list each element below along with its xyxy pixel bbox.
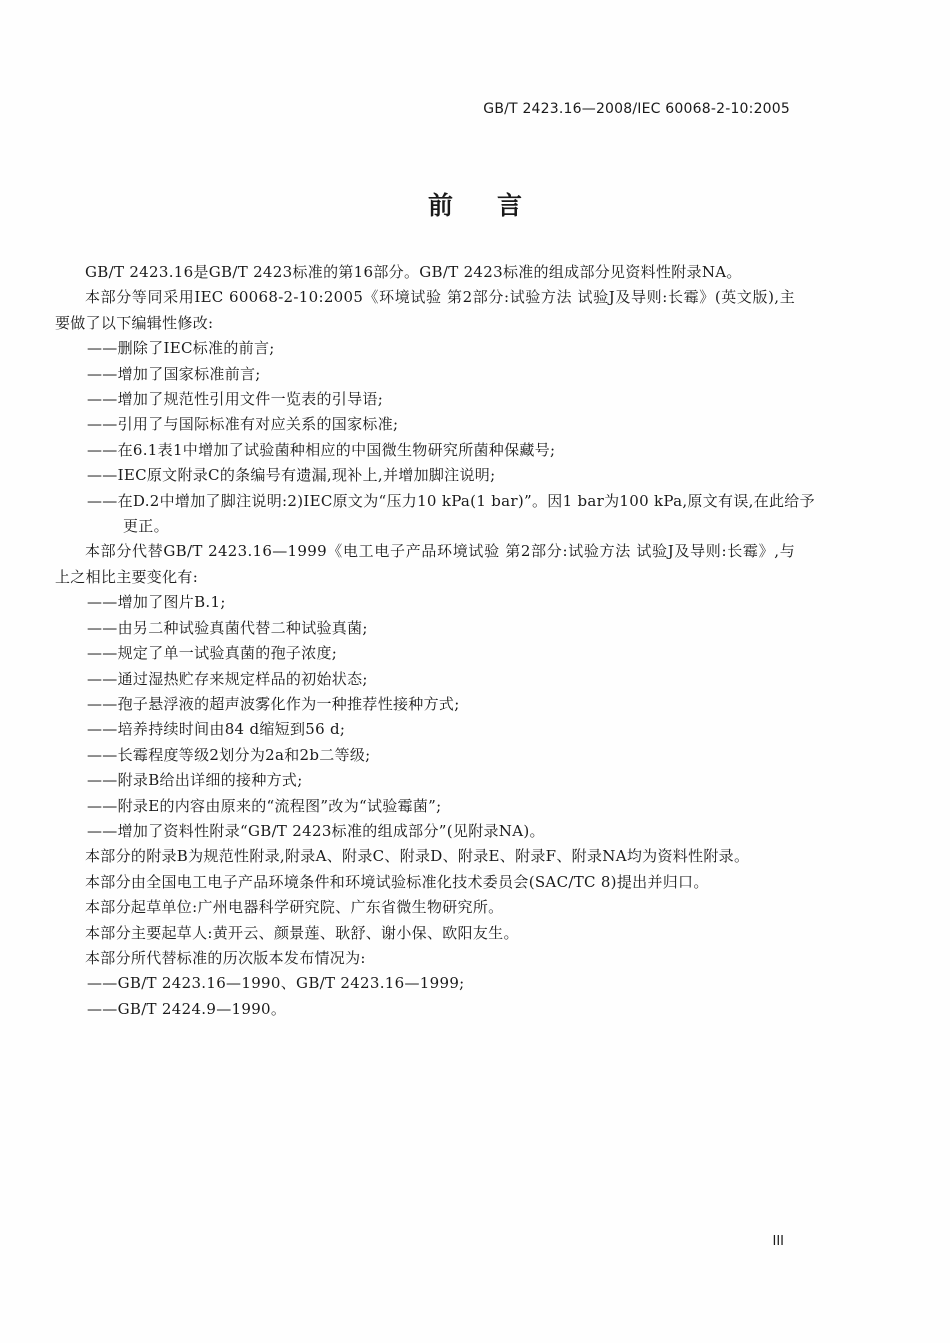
paragraph-history: 本部分所代替标准的历次版本发布情况为:: [85, 948, 366, 967]
standard-code-header: GB/T 2423.16—2008/IEC 60068-2-10:2005: [483, 101, 790, 117]
paragraph-drafting-units: 本部分起草单位:广州电器科学研究院、广东省微生物研究所。: [85, 898, 504, 917]
paragraph-part-intro: GB/T 2423.16是GB/T 2423标准的第16部分。GB/T 2423标准的组成部分见资料性附录NA。: [85, 263, 742, 281]
list-item: ——孢子悬浮液的超声波雾化作为一种推荐性接种方式;: [87, 694, 460, 713]
list-item: ——在D.2中增加了脚注说明:2)IEC原文为“压力10 kPa(1 bar)”。因1 bar为100 kPa,原文有误,在此给予更正。: [87, 491, 815, 536]
page-title: 前言: [427, 191, 566, 220]
list-item: ——引用了与国际标准有对应关系的国家标准;: [87, 415, 399, 434]
list-item: ——附录E的内容由原来的“流程图”改为“试验霉菌”;: [87, 796, 442, 815]
list-item: ——IEC原文附录C的条编号有遗漏,现补上,并增加脚注说明;: [87, 466, 496, 485]
list-item: ——增加了资料性附录“GB/T 2423标准的组成部分”(见附录NA)。: [87, 821, 545, 840]
list-item: ——附录B给出详细的接种方式;: [87, 771, 303, 790]
list-item: ——增加了国家标准前言;: [87, 364, 261, 383]
paragraph-committee: 本部分由全国电工电子产品环境条件和环境试验标准化技术委员会(SAC/TC 8)提出并归口。: [85, 872, 709, 891]
list-item: ——删除了IEC标准的前言;: [87, 339, 275, 358]
list-item: ——长霉程度等级2划分为2a和2b二等级;: [87, 745, 371, 764]
page-number: III: [772, 1234, 784, 1249]
list-item: ——规定了单一试验真菌的孢子浓度;: [87, 644, 338, 663]
paragraph-drafters: 本部分主要起草人:黄开云、颜景莲、耿舒、谢小保、欧阳友生。: [85, 923, 519, 942]
paragraph-adoption: 本部分等同采用IEC 60068-2-10:2005《环境试验 第2部分:试验方法 试验J及导则:长霉》(英文版),主要做了以下编辑性修改:: [55, 288, 795, 332]
foreword-body: [55, 260, 815, 1022]
paragraph-annexes: 本部分的附录B为规范性附录,附录A、附录C、附录D、附录E、附录F、附录NA均为资料性附录。: [85, 847, 750, 866]
list-item: ——增加了图片B.1;: [87, 593, 226, 612]
list-item: ——GB/T 2424.9—1990。: [87, 999, 287, 1018]
list-item: ——由另二种试验真菌代替二种试验真菌;: [87, 618, 368, 637]
list-item: ——在6.1表1中增加了试验菌种相应的中国微生物研究所菌种保藏号;: [87, 440, 556, 459]
list-item: ——GB/T 2423.16—1990、GB/T 2423.16—1999;: [87, 974, 465, 993]
list-item: ——增加了规范性引用文件一览表的引导语;: [87, 390, 384, 409]
list-item: ——培养持续时间由84 d缩短到56 d;: [87, 720, 346, 739]
paragraph-replacement: 本部分代替GB/T 2423.16—1999《电工电子产品环境试验 第2部分:试验方法 试验J及导则:长霉》,与上之相比主要变化有:: [55, 542, 795, 586]
list-item: ——通过湿热贮存来规定样品的初始状态;: [87, 669, 368, 688]
